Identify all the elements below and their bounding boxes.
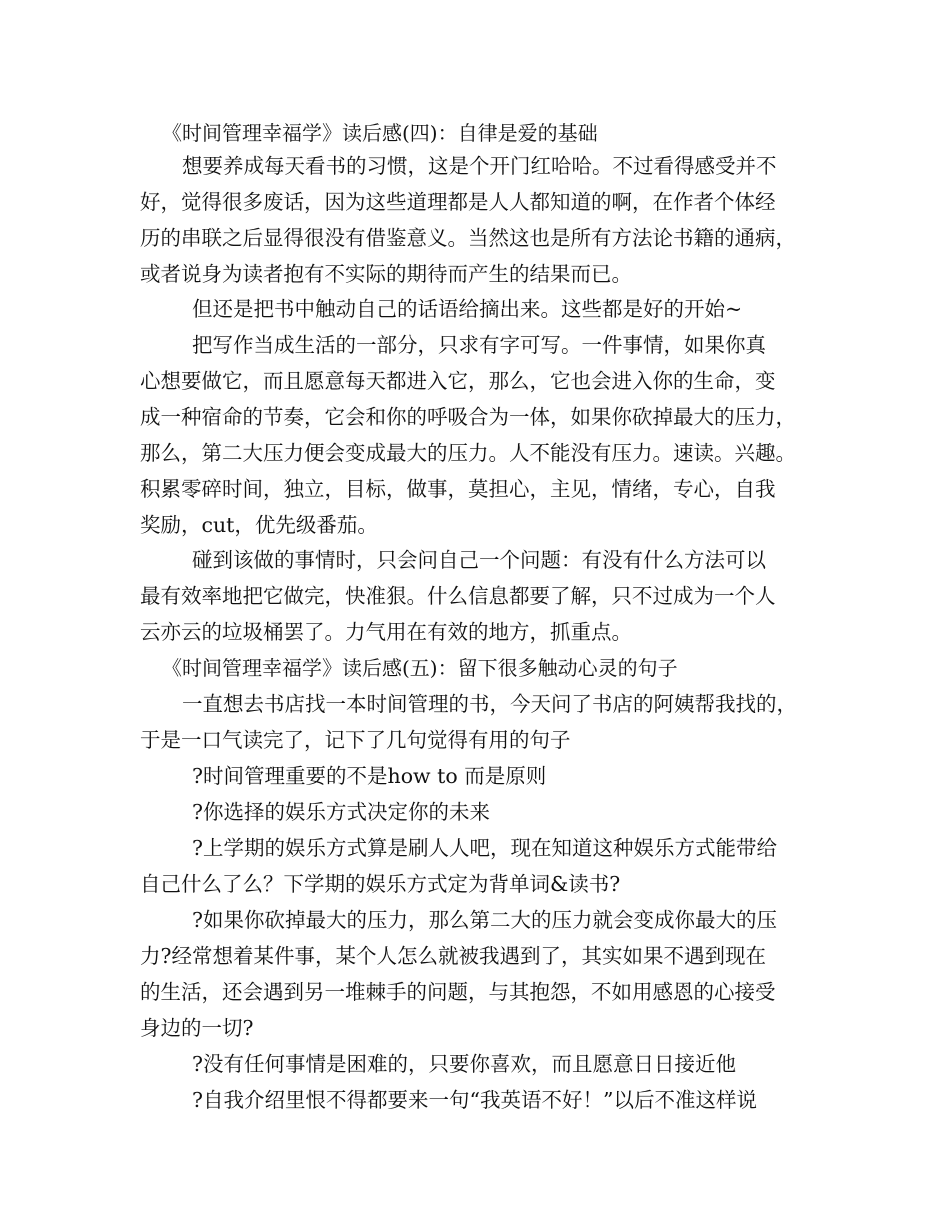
paragraph-line: 云亦云的垃圾桶罢了。力气用在有效的地方，抓重点。 [140,620,632,644]
quote-line: ?你选择的娱乐方式决定你的未来 [192,800,490,824]
paragraph-line: 好，觉得很多废话，因为这些道理都是人人都知道的啊，在作者个体经 [140,190,776,214]
quote-line: ?时间管理重要的不是how to 而是原则 [192,764,547,788]
paragraph-line: 一直想去书店找一本时间管理的书，今天问了书店的阿姨帮我找的， [182,692,797,716]
paragraph-line: 成一种宿命的节奏，它会和你的呼吸合为一体，如果你砍掉最大的压力， [140,405,796,429]
quote-line: 的生活，还会遇到另一堆棘手的问题，与其抱怨，不如用感恩的心接受 [140,980,776,1004]
quote-line: 力?经常想着某件事，某个人怎么就被我遇到了，其实如果不遇到现在 [140,944,766,968]
quote-line: ?如果你砍掉最大的压力，那么第二大的压力就会变成你最大的压 [192,908,777,932]
section-title-5: 《时间管理幸福学》读后感(五)：留下很多触动心灵的句子 [162,656,678,680]
paragraph-line: 积累零碎时间，独立，目标，做事，莫担心，主见，情绪，专心，自我 [140,477,776,501]
paragraph-line: 于是一口气读完了，记下了几句觉得有用的句子 [140,728,571,752]
paragraph-line: 但还是把书中触动自己的话语给摘出来。这些都是好的开始~ [192,297,743,321]
quote-line: ?自我介绍里恨不得都要来一句“我英语不好！”以后不准这样说 [192,1088,757,1112]
quote-line: 自己什么了么？下学期的娱乐方式定为背单词&读书? [140,872,621,896]
paragraph-line: 碰到该做的事情时，只会问自己一个问题：有没有什么方法可以 [192,548,766,572]
paragraph-line: 想要养成每天看书的习惯，这是个开门红哈哈。不过看得感受并不 [182,154,777,178]
quote-line: ?没有任何事情是困难的，只要你喜欢，而且愿意日日接近他 [192,1052,736,1076]
paragraph-line: 历的串联之后显得很没有借鉴意义。当然这也是所有方法论书籍的通病， [140,226,796,250]
paragraph-line: 心想要做它，而且愿意每天都进入它，那么，它也会进入你的生命，变 [140,369,776,393]
paragraph-line: 或者说身为读者抱有不实际的期待而产生的结果而已。 [140,262,632,286]
quote-line: ?上学期的娱乐方式算是刷人人吧，现在知道这种娱乐方式能带给 [192,836,777,860]
quote-line: 身边的一切? [140,1016,254,1040]
section-title-4: 《时间管理幸福学》读后感(四)：自律是爱的基础 [162,121,598,145]
paragraph-line: 那么，第二大压力便会变成最大的压力。人不能没有压力。速读。兴趣。 [140,441,796,465]
paragraph-line: 最有效率地把它做完，快准狠。什么信息都要了解，只不过成为一个人 [140,584,776,608]
paragraph-line: 把写作当成生活的一部分，只求有字可写。一件事情，如果你真 [192,333,766,357]
paragraph-line: 奖励，cut，优先级番茄。 [140,513,378,537]
